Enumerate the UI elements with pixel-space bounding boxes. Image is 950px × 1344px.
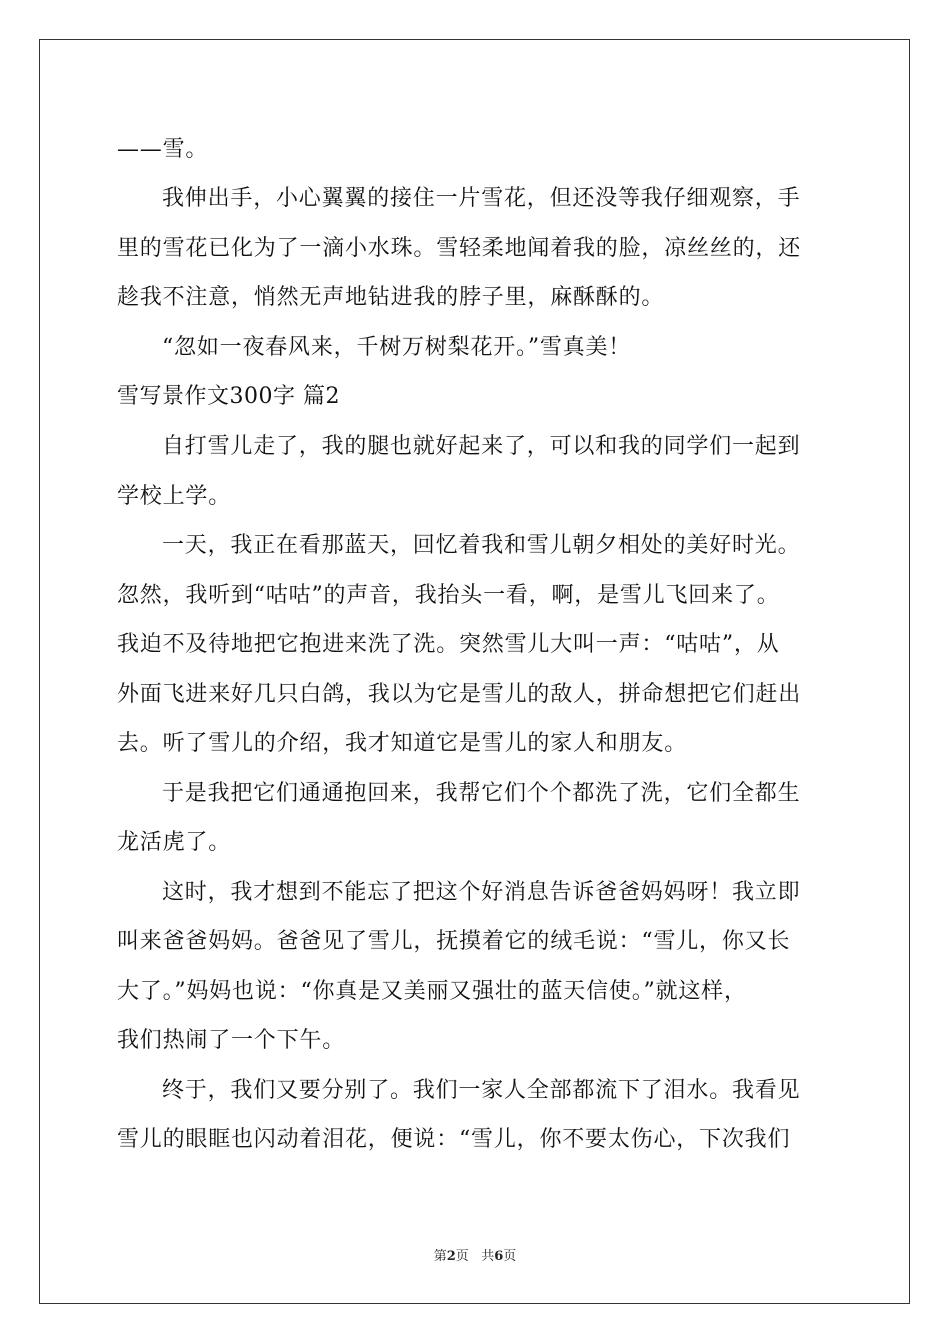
page-suffix: 页 bbox=[455, 1249, 469, 1264]
text-line: 叫来爸爸妈妈。爸爸见了雪儿，抚摸着它的绒毛说：“雪儿，你又长 bbox=[117, 929, 791, 954]
text-line: 于是我把它们通通抱回来，我帮它们个个都洗了洗，它们全都生 bbox=[162, 781, 801, 806]
page-border bbox=[39, 39, 910, 1304]
page-number: 2 bbox=[446, 1249, 456, 1264]
text-line: 我迫不及待地把它抱进来洗了洗。突然雪儿大叫一声：“咕咕”，从 bbox=[117, 632, 780, 657]
section-title: 雪写景作文300字 篇2 bbox=[117, 384, 340, 409]
text-line: ——雪。 bbox=[117, 137, 209, 162]
text-line: 我们热闹了一个下午。 bbox=[117, 1028, 346, 1053]
text-line: 外面飞进来好几只白鸽，我以为它是雪儿的敌人，拼命想把它们赶出 bbox=[117, 682, 802, 707]
text-line: 大了。”妈妈也说：“你真是又美丽又强壮的蓝天信使。”就这样， bbox=[117, 979, 747, 1004]
text-line: 终于，我们又要分别了。我们一家人全部都流下了泪水。我看见 bbox=[162, 1078, 801, 1103]
text-line: 趁我不注意，悄然无声地钻进我的脖子里，麻酥酥的。 bbox=[117, 285, 665, 310]
text-line: 自打雪儿走了，我的腿也就好起来了，可以和我的同学们一起到 bbox=[162, 434, 801, 459]
text-line: 一天，我正在看那蓝天，回忆着我和雪儿朝夕相处的美好时光。 bbox=[162, 533, 801, 558]
text-line: 龙活虎了。 bbox=[117, 830, 232, 855]
text-line: 去。听了雪儿的介绍，我才知道它是雪儿的家人和朋友。 bbox=[117, 731, 688, 756]
text-line: 学校上学。 bbox=[117, 484, 232, 509]
page-prefix: 第 bbox=[433, 1249, 447, 1264]
text-line: 里的雪花已化为了一滴小水珠。雪轻柔地闻着我的脸，凉丝丝的，还 bbox=[117, 236, 802, 261]
text-line: 雪儿的眼眶也闪动着泪花，便说：“雪儿，你不要太伤心，下次我们 bbox=[117, 1127, 791, 1152]
text-line: 我伸出手，小心翼翼的接住一片雪花，但还没等我仔细观察，手 bbox=[162, 186, 801, 211]
total-suffix: 页 bbox=[503, 1249, 517, 1264]
page-footer bbox=[0, 1249, 950, 1265]
text-line: “忽如一夜春风来，千树万树梨花开。”雪真美！ bbox=[162, 335, 632, 360]
text-line: 这时，我才想到不能忘了把这个好消息告诉爸爸妈妈呀！我立即 bbox=[162, 880, 801, 905]
total-prefix: 共 bbox=[481, 1249, 495, 1264]
text-line: 忽然，我听到“咕咕”的声音，我抬头一看，啊，是雪儿飞回来了。 bbox=[117, 583, 780, 608]
total-number: 6 bbox=[494, 1249, 504, 1264]
